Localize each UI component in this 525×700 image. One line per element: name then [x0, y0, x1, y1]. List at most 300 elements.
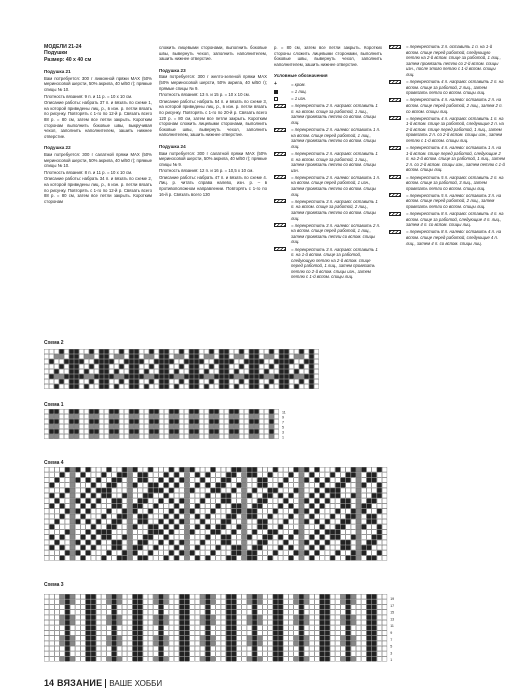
chart-cell [247, 620, 252, 625]
chart-cell [254, 349, 259, 354]
chart-cell [372, 478, 377, 483]
chart-cell [114, 424, 119, 429]
chart-cell [129, 429, 134, 434]
chart-cell [263, 556, 268, 561]
chart-cell [274, 364, 279, 369]
chart-cell [242, 530, 247, 535]
chart-cell [299, 599, 304, 604]
chart-cell [244, 359, 249, 364]
chart-cell [133, 615, 138, 620]
chart-cell [69, 434, 74, 439]
chart-cell [199, 364, 204, 369]
chart-cell [351, 540, 356, 545]
chart-cell [242, 498, 247, 503]
chart-cell [356, 498, 361, 503]
chart-cell [117, 524, 122, 529]
chart-cell [122, 615, 127, 620]
chart-cell [257, 615, 262, 620]
chart-cell [315, 493, 320, 498]
chart-cell [346, 540, 351, 545]
chart-cell [94, 354, 99, 359]
chart-cell [320, 615, 325, 620]
chart-cell [133, 556, 138, 561]
chart-cell [356, 472, 361, 477]
chart-cell [185, 625, 190, 630]
chart-cell [205, 625, 210, 630]
chart-cell [44, 599, 49, 604]
chart-cell [372, 605, 377, 610]
chart-cell [124, 419, 129, 424]
chart-cell [117, 509, 122, 514]
chart-cell [84, 364, 89, 369]
chart-cell [283, 535, 288, 540]
chart-cell [99, 434, 104, 439]
chart-cell [99, 359, 104, 364]
chart-cell [252, 509, 257, 514]
chart-cell [204, 409, 209, 414]
chart-cell [99, 419, 104, 424]
chart-cell [211, 509, 216, 514]
chart-cell [263, 620, 268, 625]
chart-cell [361, 524, 366, 529]
chart-cell [325, 509, 330, 514]
chart-cell [117, 594, 122, 599]
chart-cell [91, 488, 96, 493]
chart-cell [81, 504, 86, 509]
chart-cell [86, 519, 91, 524]
chart-cell [195, 599, 200, 604]
chart-cell [244, 364, 249, 369]
chart-cell [361, 530, 366, 535]
chart-cell [263, 483, 268, 488]
chart-cell [91, 498, 96, 503]
chart-cell [205, 550, 210, 555]
chart-cell [55, 488, 60, 493]
cable-symbol [389, 193, 403, 198]
chart-cell [367, 498, 372, 503]
chart-cell [226, 509, 231, 514]
chart-cell [279, 384, 284, 389]
chart-cell [294, 504, 299, 509]
chart-cell [148, 625, 153, 630]
chart-cell [144, 434, 149, 439]
chart-cell [211, 545, 216, 550]
chart-cell [356, 657, 361, 662]
chart-cell [361, 615, 366, 620]
chart-cell [237, 615, 242, 620]
chart-cell [164, 530, 169, 535]
chart-cell [122, 483, 127, 488]
chart-cell [252, 545, 257, 550]
chart-cell [49, 610, 54, 615]
chart-cell [252, 498, 257, 503]
chart-cell [194, 424, 199, 429]
chart-cell [159, 556, 164, 561]
chart-cell [74, 349, 79, 354]
chart-cell [315, 610, 320, 615]
chart-cell [309, 379, 314, 384]
chart-cell [81, 467, 86, 472]
chart-cell [239, 434, 244, 439]
chart-cell [153, 540, 158, 545]
chart-cell [174, 641, 179, 646]
chart-cell [129, 414, 134, 419]
chart-cell [299, 530, 304, 535]
chart-cell [273, 636, 278, 641]
chart-cell [169, 636, 174, 641]
chart-cell [304, 625, 309, 630]
chart-cell [289, 615, 294, 620]
chart-cell [164, 414, 169, 419]
chart-cell [252, 646, 257, 651]
chart-cell [330, 550, 335, 555]
chart-cell [309, 364, 314, 369]
chart-cell [75, 651, 80, 656]
chart-cell [164, 424, 169, 429]
chart-cell [289, 545, 294, 550]
chart-cell [278, 657, 283, 662]
chart-cell [367, 493, 372, 498]
chart-cell [133, 610, 138, 615]
row-number: 11 [282, 410, 286, 415]
chart-cell [96, 615, 101, 620]
legend-text: = перекрестить 3 п. направо: оставить 1 п. на 1-й вспом. спице за работой, следующую петлю на 2-й вспом. спице перед работой, 1 лиц., затем провязать петлю со 2-й вспом. спицы изн., затем петлю с 1-й вспом. спицы лиц. [291, 246, 378, 280]
chart-cell [382, 540, 387, 545]
chart-cell [49, 599, 54, 604]
chart-cell [81, 657, 86, 662]
cable-symbol [274, 103, 288, 108]
chart-cell [86, 493, 91, 498]
chart-cell [315, 509, 320, 514]
chart-cell [129, 374, 134, 379]
chart-cell [229, 424, 234, 429]
chart-cell [244, 384, 249, 389]
chart-cell [49, 379, 54, 384]
chart-cell [143, 509, 148, 514]
chart-cell [49, 646, 54, 651]
pillow-24-density: Плотность вязания: 12 п. и 16 р. = 10,5 х 10 см. [159, 168, 254, 174]
chart-cell [346, 478, 351, 483]
chart-cell [372, 540, 377, 545]
chart-cell [367, 657, 372, 662]
chart-cell [341, 646, 346, 651]
chart-cell [309, 488, 314, 493]
chart-cell [234, 379, 239, 384]
chart-cell [174, 504, 179, 509]
chart-cell [252, 467, 257, 472]
chart-cell [154, 379, 159, 384]
chart-cell [60, 478, 65, 483]
legend-item [274, 151, 382, 173]
chart-cell [315, 519, 320, 524]
chart-cell [216, 519, 221, 524]
chart-cell [127, 615, 132, 620]
chart-cell [268, 498, 273, 503]
chart-cell [325, 545, 330, 550]
chart-cell [216, 631, 221, 636]
pillow-22-needed: Вам потребуется: 300 г салатной пряжи MAX (50% мериносовой шерсти, 50% акрила, 40 м/50 г); прямые спицы № 10. [44, 151, 152, 169]
row-number: 1 [282, 435, 284, 440]
chart-cell [273, 545, 278, 550]
chart-cell [269, 354, 274, 359]
chart-cell [254, 419, 259, 424]
chart-cell [269, 384, 274, 389]
chart-cell [382, 488, 387, 493]
chart-cell [219, 384, 224, 389]
chart-cell [104, 364, 109, 369]
chart-cell [91, 550, 96, 555]
chart-cell [134, 424, 139, 429]
chart-cell [278, 519, 283, 524]
chart-cell [159, 467, 164, 472]
chart-cell [346, 488, 351, 493]
chart-cell [229, 434, 234, 439]
chart-cell [133, 550, 138, 555]
chart-cell [139, 379, 144, 384]
chart-cell [356, 467, 361, 472]
pillow-23-needed: Вам потребуется: 300 г желто-зеленой пряжи MAX (50% мериносовой шерсти, 50% акрила, 40 м/50 г); прямые спицы № 9. [159, 74, 267, 91]
chart-cell [205, 545, 210, 550]
chart-cell [134, 419, 139, 424]
chart-cell [330, 657, 335, 662]
chart-cell [219, 429, 224, 434]
chart-cell [263, 610, 268, 615]
chart-cell [320, 625, 325, 630]
chart-cell [283, 550, 288, 555]
chart-cell [179, 651, 184, 656]
chart-cell [315, 620, 320, 625]
chart-cell [284, 364, 289, 369]
chart-cell [122, 488, 127, 493]
chart-cell [231, 631, 236, 636]
chart-cell [185, 594, 190, 599]
chart-cell [247, 641, 252, 646]
chart-cell [263, 530, 268, 535]
chart-cell [138, 641, 143, 646]
chart-cell [273, 535, 278, 540]
chart-cell [99, 379, 104, 384]
chart-cell [205, 599, 210, 604]
chart-cell [91, 472, 96, 477]
chart-cell [122, 599, 127, 604]
chart-cell [283, 556, 288, 561]
chart-cell [174, 493, 179, 498]
chart-cell [330, 615, 335, 620]
chart-cell [377, 610, 382, 615]
chart-cell [119, 434, 124, 439]
chart-cell [372, 636, 377, 641]
chart-cell [299, 535, 304, 540]
chart-cell [64, 409, 69, 414]
row-number: 7 [282, 420, 284, 425]
chart-cell [69, 384, 74, 389]
chart-cell [382, 646, 387, 651]
chart-cell [75, 556, 80, 561]
chart-cell [351, 657, 356, 662]
chart-cell [382, 620, 387, 625]
chart-cell [91, 605, 96, 610]
chart-cell [200, 478, 205, 483]
scheme-1-title: Схема 1 [44, 402, 64, 408]
chart-cell [278, 488, 283, 493]
chart-cell [174, 472, 179, 477]
chart-cell [219, 354, 224, 359]
chart-cell [205, 605, 210, 610]
chart-cell [101, 504, 106, 509]
chart-cell [174, 514, 179, 519]
chart-cell [294, 636, 299, 641]
pillow-21-needed: Вам потребуется: 300 г лимонной пряжи MAX (50% мериносовой шерсти, 50% акрила, 40 м/50 г); прямые спицы № 10. [44, 75, 152, 92]
chart-cell [91, 504, 96, 509]
chart-cell [129, 369, 134, 374]
chart-cell [199, 349, 204, 354]
chart-cell [148, 493, 153, 498]
chart-cell [289, 636, 294, 641]
chart-cell [54, 379, 59, 384]
legend-text: = перекрестить 2 п. направо: оставить 1 п. на вспом. спице за работой, 1 лиц., затем провязать петлю со вспом. спицы изн. [291, 151, 378, 173]
chart-cell [69, 429, 74, 434]
chart-cell [382, 550, 387, 555]
chart-cell [264, 364, 269, 369]
chart-cell [294, 657, 299, 662]
magazine-name: ВЯЗАНИЕ [57, 678, 103, 688]
pillow-23-density: Плотность вязания: 13 п. и 15 р. = 10 х 10 см. [159, 92, 250, 98]
chart-cell [44, 556, 49, 561]
chart-cell [247, 615, 252, 620]
chart-cell [54, 349, 59, 354]
chart-cell [185, 524, 190, 529]
chart-cell [244, 354, 249, 359]
chart-cell [304, 605, 309, 610]
chart-cell [86, 646, 91, 651]
chart-cell [299, 545, 304, 550]
chart-cell [257, 483, 262, 488]
chart-cell [148, 540, 153, 545]
chart-cell [75, 467, 80, 472]
chart-cell [294, 631, 299, 636]
chart-cell [117, 615, 122, 620]
chart-cell [70, 599, 75, 604]
chart-cell [216, 641, 221, 646]
chart-cell [122, 524, 127, 529]
chart-cell [294, 519, 299, 524]
chart-cell [169, 414, 174, 419]
legend-text: = перекрестить 4 п. направо: оставить 2 п. на вспом. спице за работой, 2 лиц., затем провязать петли со вспом. спицы лиц. [406, 79, 504, 96]
chart-cell [372, 556, 377, 561]
chart-cell [60, 631, 65, 636]
chart-cell [75, 615, 80, 620]
chart-cell [153, 493, 158, 498]
chart-cell [194, 359, 199, 364]
chart-cell [44, 349, 49, 354]
chart-cell [200, 594, 205, 599]
chart-cell [294, 599, 299, 604]
chart-cell [239, 419, 244, 424]
chart-cell [49, 488, 54, 493]
chart-cell [294, 467, 299, 472]
chart-cell [200, 610, 205, 615]
chart-cell [335, 509, 340, 514]
chart-cell [274, 419, 279, 424]
chart-cell [127, 504, 132, 509]
chart-cell [330, 636, 335, 641]
chart-cell [209, 434, 214, 439]
chart-cell [252, 478, 257, 483]
chart-cell [55, 545, 60, 550]
chart-cell [174, 364, 179, 369]
chart-cell [315, 514, 320, 519]
chart-cell [179, 424, 184, 429]
chart-cell [239, 369, 244, 374]
chart-cell [179, 409, 184, 414]
chart-cell [377, 498, 382, 503]
chart-cell [254, 364, 259, 369]
chart-cell [174, 509, 179, 514]
chart-cell [289, 620, 294, 625]
chart-cell [372, 594, 377, 599]
chart-cell [195, 467, 200, 472]
chart-cell [101, 646, 106, 651]
chart-cell [367, 615, 372, 620]
chart-cell [237, 599, 242, 604]
chart-cell [367, 514, 372, 519]
chart-cell [273, 651, 278, 656]
chart-cell [294, 493, 299, 498]
chart-cell [189, 379, 194, 384]
chart-cell [55, 530, 60, 535]
chart-cell [263, 504, 268, 509]
chart-cell [226, 504, 231, 509]
chart-cell [320, 498, 325, 503]
chart-cell [74, 424, 79, 429]
chart-cell [257, 524, 262, 529]
chart-cell [268, 651, 273, 656]
chart-cell [382, 530, 387, 535]
chart-cell [278, 631, 283, 636]
chart-cell [190, 483, 195, 488]
chart-cell [195, 605, 200, 610]
chart-cell [74, 369, 79, 374]
chart-cell [169, 615, 174, 620]
chart-cell [174, 545, 179, 550]
chart-cell [372, 631, 377, 636]
chart-cell [69, 419, 74, 424]
chart-cell [81, 599, 86, 604]
chart-cell [179, 364, 184, 369]
chart-cell [372, 599, 377, 604]
chart-cell [185, 657, 190, 662]
legend-text: = перекрестить 3 п. налево: оставить 2 п. на вспом. спице перед работой, 1 лиц., затем провязать петли со вспом. спицы лиц. [291, 222, 381, 245]
chart-cell [231, 514, 236, 519]
chart-cell [96, 467, 101, 472]
chart-cell [221, 519, 226, 524]
chart-cell [174, 556, 179, 561]
chart-cell [174, 599, 179, 604]
chart-cell [283, 620, 288, 625]
chart-cell [304, 535, 309, 540]
chart-cell [304, 354, 309, 359]
chart-cell [127, 524, 132, 529]
chart-cell [320, 636, 325, 641]
chart-cell [231, 615, 236, 620]
chart-cell [219, 364, 224, 369]
scheme-1-chart [44, 409, 304, 447]
chart-cell [257, 625, 262, 630]
chart-cell [169, 359, 174, 364]
chart-cell [283, 472, 288, 477]
chart-cell [112, 636, 117, 641]
chart-cell [94, 364, 99, 369]
